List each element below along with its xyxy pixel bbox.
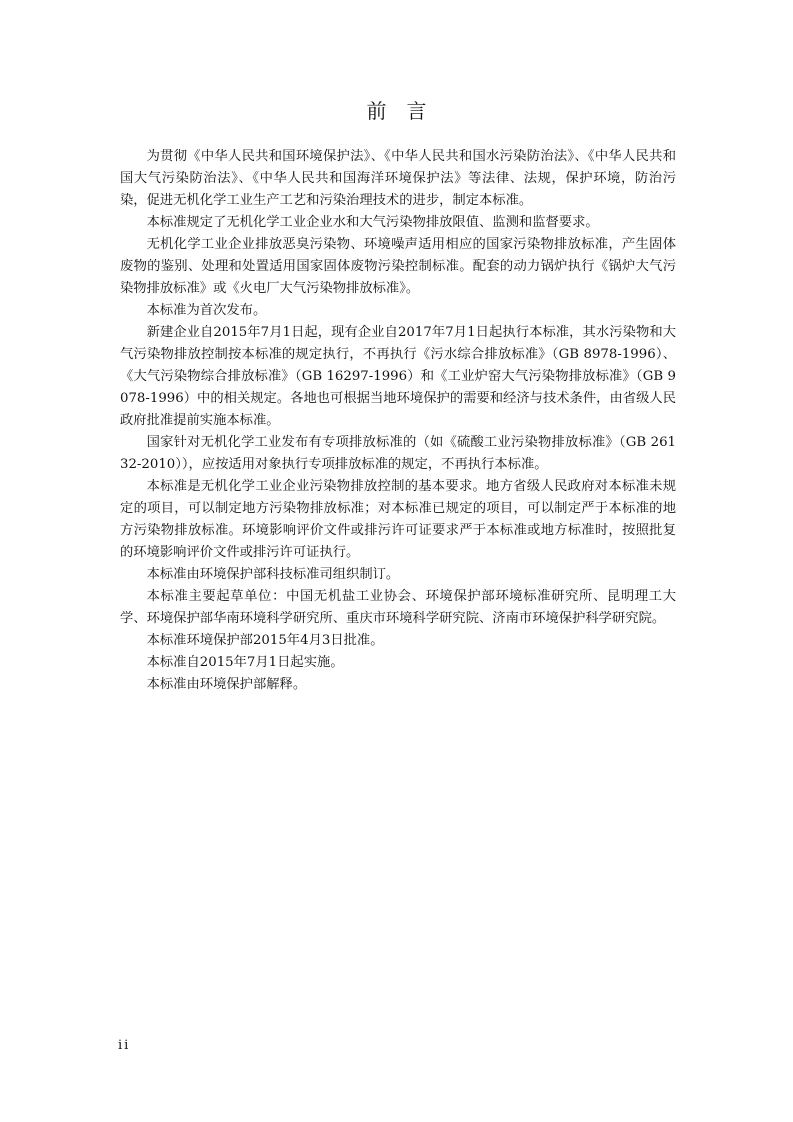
paragraph-effective-dates: 新建企业自2015年7月1日起，现有企业自2017年7月1日起执行本标准，其水污染物和大气污染物排放控制按本标准的规定执行，不再执行《污水综合排放标准》（GB 8978-1996）、《大气污染物综合排放标准》（GB 16297-1996）和《工业炉窑大气污染物排放标准》（GB 9078-1996）中的相关规定。各地也可根据当地环境保护的需要和经济与技术条件，由省级人民政府批准提前实施本标准。 bbox=[120, 325, 676, 428]
paragraph-drafters: 本标准主要起草单位：中国无机盐工业协会、环境保护部环境标准研究所、昆明理工大学、环境保护部华南环境科学研究所、重庆市环境科学研究院、济南市环境保护科学研究院。 bbox=[120, 589, 676, 626]
paragraph-special-standards: 国家针对无机化学工业发布有专项排放标准的（如《硫酸工业污染物排放标准》（GB 26132-2010）），应按适用对象执行专项排放标准的规定，不再执行本标准。 bbox=[120, 435, 676, 472]
paragraph-applicable-standards: 无机化学工业企业排放恶臭污染物、环境噪声适用相应的国家污染物排放标准，产生固体废物的鉴别、处理和处置适用国家固体废物污染控制标准。配套的动力锅炉执行《锅炉大气污染物排放标准》或《火电厂大气污染物排放标准》。 bbox=[120, 237, 676, 296]
preface-body bbox=[120, 146, 676, 696]
page-title: 前言 bbox=[366, 99, 447, 123]
paragraph-organizer: 本标准由环境保护部科技标准司组织制订。 bbox=[146, 567, 400, 582]
paragraph-basic-requirements: 本标准是无机化学工业企业污染物排放控制的基本要求。地方省级人民政府对本标准未规定的项目，可以制定地方污染物排放标准；对本标准已规定的项目，可以制定严于本标准的地方污染物排放标准。环境影响评价文件或排污许可证要求严于本标准或地方标准时，按照批复的环境影响评价文件或排污许可证执行。 bbox=[120, 479, 676, 560]
paragraph-purpose: 为贯彻《中华人民共和国环境保护法》、《中华人民共和国水污染防治法》、《中华人民共和国大气污染防治法》、《中华人民共和国海洋环境保护法》等法律、法规，保护环境，防治污染，促进无机化学工业生产工艺和污染治理技术的进步，制定本标准。 bbox=[120, 149, 676, 208]
paragraph-first-release: 本标准为首次发布。 bbox=[146, 303, 267, 318]
paragraph-interpretation: 本标准由环境保护部解释。 bbox=[146, 677, 307, 692]
paragraph-implementation-date: 本标准自2015年7月1日起实施。 bbox=[146, 655, 344, 670]
paragraph-approval-date: 本标准环境保护部2015年4月3日批准。 bbox=[146, 633, 384, 648]
page-number: ii bbox=[118, 1038, 131, 1053]
paragraph-scope: 本标准规定了无机化学工业企业水和大气污染物排放限值、监测和监督要求。 bbox=[146, 215, 599, 230]
